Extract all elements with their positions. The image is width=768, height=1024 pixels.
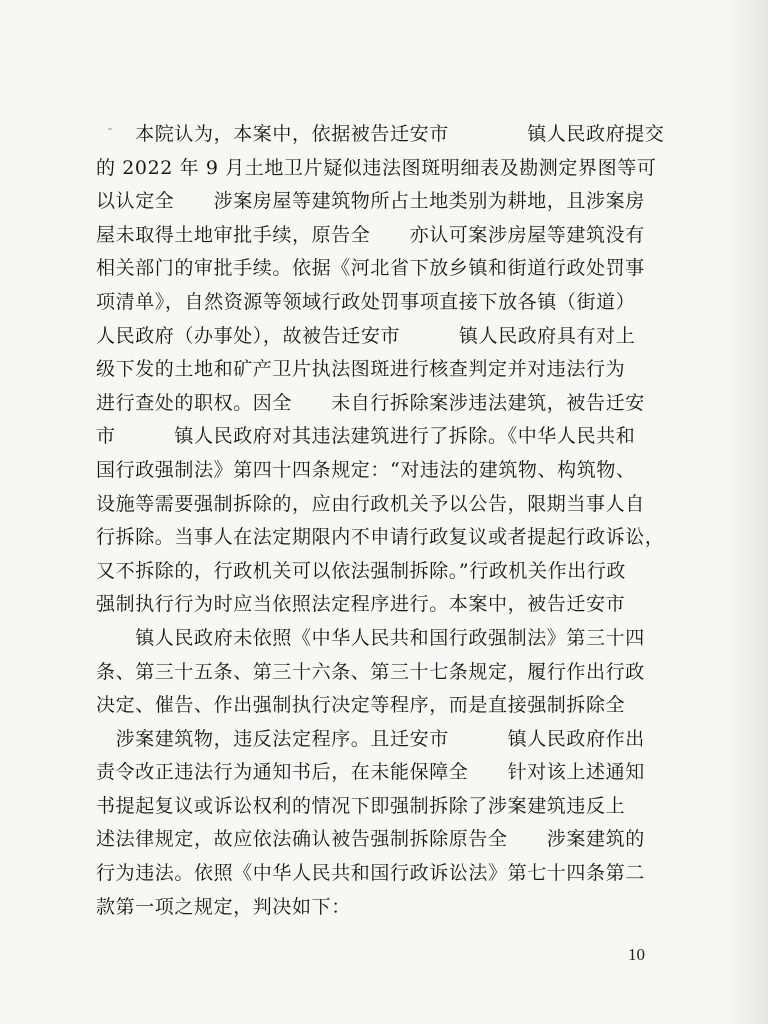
text-line: 本院认为，本案中，依据被告迁安市 镇人民政府提交 xyxy=(96,123,665,145)
text-line: 行拆除。当事人在法定期限内不申请行政复议或者提起行政诉讼， xyxy=(96,526,665,549)
text-line: 项清单》，自然资源等领域行政处罚事项直接下放各镇（街道） xyxy=(96,290,636,313)
scan-edge-shadow xyxy=(720,0,768,1024)
text-line: 条、第三十五条、第三十六条、第三十七条规定，履行作出行政 xyxy=(96,660,645,683)
text-line: 国行政强制法》第四十四条规定：“对违法的建筑物、构筑物、 xyxy=(96,458,636,481)
text-line: 书提起复议或诉讼权利的情况下即强制拆除了涉案建筑违反上 xyxy=(96,794,626,817)
text-line: 强制执行行为时应当依照法定程序进行。本案中，被告迁安市 xyxy=(96,593,626,616)
text-line: 市 镇人民政府对其违法建筑进行了拆除。《中华人民共和 xyxy=(96,425,636,448)
text-line: 人民政府（办事处），故被告迁安市 镇人民政府具有对上 xyxy=(96,324,636,347)
text-line: 屋未取得土地审批手续，原告全 亦认可案涉房屋等建筑没有 xyxy=(96,223,645,246)
text-line: 镇人民政府未依照《中华人民共和国行政强制法》第三十四 xyxy=(96,626,645,649)
text-line: 责令改正违法行为通知书后，在未能保障全 针对该上述通知 xyxy=(96,761,645,784)
text-line: 款第一项之规定，判决如下： xyxy=(96,895,351,918)
text-line: 决定、催告、作出强制执行决定等程序，而是直接强制拆除全 xyxy=(96,694,626,717)
text-line: 涉案建筑物，违反法定程序。且迁安市 镇人民政府作出 xyxy=(96,727,645,750)
text-line: 以认定全 涉案房屋等建筑物所占土地类别为耕地，且涉案房 xyxy=(96,190,645,213)
text-line: 进行查处的职权。因全 未自行拆除案涉违法建筑，被告迁安 xyxy=(96,391,645,414)
text-line: 级下发的土地和矿产卫片执法图斑进行核查判定并对违法行为 xyxy=(96,358,626,381)
text-line: 述法律规定，故应依法确认被告强制拆除原告全 涉案建筑的 xyxy=(96,828,645,851)
text-line: 又不拆除的，行政机关可以依法强制拆除。”行政机关作出行政 xyxy=(96,559,627,582)
page-number: 10 xyxy=(628,945,645,964)
body-paragraph xyxy=(96,118,676,924)
text-line: 设施等需要强制拆除的，应由行政机关予以公告，限期当事人自 xyxy=(96,492,645,515)
text-line: 的 2022 年 9 月土地卫片疑似违法图斑明细表及勘测定界图等可 xyxy=(96,156,657,179)
text-line: 行为违法。依照《中华人民共和国行政诉讼法》第七十四条第二 xyxy=(96,862,645,885)
text-line: 相关部门的审批手续。依据《河北省下放乡镇和街道行政处罚事 xyxy=(96,257,645,280)
